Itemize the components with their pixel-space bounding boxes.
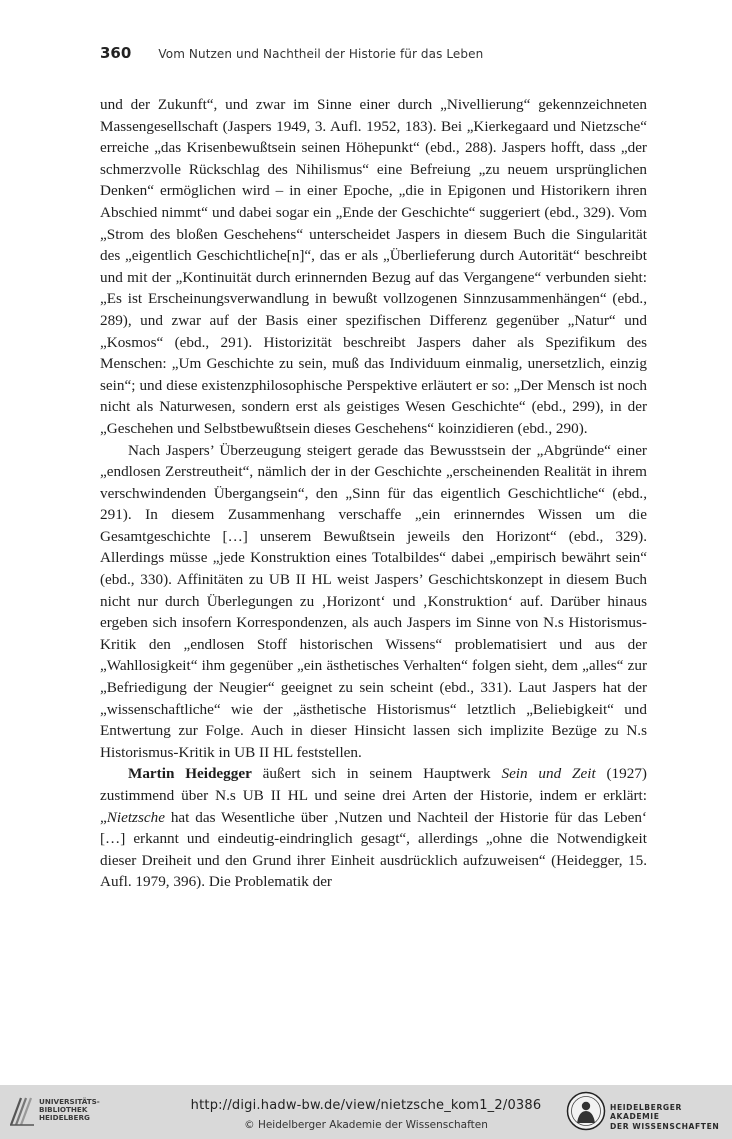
body-text (100, 94, 647, 893)
work-title-sein-und-zeit: Sein und Zeit (501, 765, 596, 783)
academy-seal-icon (566, 1091, 606, 1131)
page-number: 360 (100, 44, 132, 62)
paragraph-1: und der Zukunft“, und zwar im Sinne einer durch „Nivellierung“ gekennzeichneten Massengesellschaft (Jaspers 1949, 3. Aufl. 1952, 183). Bei „Kierkegaard und Nietzsche“ erreiche „das Krisenbewußtsein seinen Höhepunkt“ (ebd., 288). Jaspers hofft, dass „der schmerzvolle Rückschlag des Nihilismus“ eine Befreiung „zu neuem ursprünglichen Denken“ ermöglichen wird – in einer Epoche, „die in Epigonen und Historikern ihren Abschied nimmt“ und dabei sogar ein „Ende der Geschichte“ suggeriert (ebd., 329). Vom „Strom des bloßen Geschehens“ unterscheidet Jaspers in diesem Buch die Singularität des „eigentlich Geschichtliche[n]“, das er als „Überlieferung durch Autorität“ beschreibt und mit der „Kontinuität durch erinnernden Bezug auf das Vergangene“ verbunden sieht: „Es ist Erscheinungsverwandlung in bewußt vollzogenen Sinnzusammenhängen“ (ebd., 289), und zwar auf der Basis einer spezifischen Differenz gegenüber „Natur“ und „Kosmos“ (ebd., 291). Historizität beschreibt Jaspers daher als Spezifikum des Menschen: „Um Geschichte zu sein, muß das Individuum einmalig, unersetzlich, einzig sein“; und diese existenzphilosophische Perspektive erläutert er so: „Der Mensch ist noch nicht als Naturwesen, sondern erst als geistiges Wesen Geschichte“ (ebd., 299), in der „Geschehen und Selbstbewußtsein dieses Geschehens“ koinzidieren (ebd., 290). (100, 96, 647, 437)
emphasis-nietzsche: Nietzsche (106, 808, 165, 826)
person-name-heidegger: Martin Heidegger (128, 765, 252, 783)
academy-logo-text: HEIDELBERGER AKADEMIE DER WISSENSCHAFTEN (610, 1103, 720, 1131)
paragraph-3-text-c: hat das Wesentliche über ‚Nutzen und Nachteil der Historie für das Leben‘ […] erkannt und eindeutig-eindringlich gesagt“, allerdings „ohne die Notwendigkeit dieser Dreiheit und den Grund ihrer Einheit ausdrücklich aufzuweisen“ (Heidegger, 15. Aufl. 1979, 396). Die Problematik der (100, 808, 647, 891)
paragraph-3-text-a: äußert sich in seinem Hauptwerk (251, 765, 502, 783)
copyright-notice: © Heidelberger Akademie der Wissenschaften (244, 1119, 488, 1131)
academy-logo[interactable] (566, 1091, 726, 1133)
document-url-link[interactable]: http://digi.hadw-bw.de/view/nietzsche_kom1_2/0386 (190, 1098, 542, 1113)
running-header (100, 43, 660, 65)
digital-footer (0, 1085, 732, 1139)
running-title: Vom Nutzen und Nachtheil der Historie für das Leben (158, 47, 484, 61)
library-logo-text: UNIVERSITÄTS- BIBLIOTHEK HEIDELBERG (39, 1097, 100, 1123)
paragraph-3 (100, 763, 647, 893)
paragraph-3-text-b: (1927) zustimmend über N.s UB II HL und seine drei Arten der Historie, indem er erklärt: „ (100, 765, 647, 826)
paragraph-2: Nach Jaspers’ Überzeugung steigert gerade das Bewusstsein der „Abgründe“ einer „endlosen Zerstreutheit“, nämlich der in der Geschichte „erscheinenden Realität in ihrem verschwindenden Übergangsein“, den „Sinn für das eigentlich Geschichtliche“ (ebd., 291). In diesem Zusammenhang verschaffe „ein erinnerndes Wissen um die Gesamtgeschichte […] unserem Bewußtsein jeweils den Horizont“ (ebd., 329). Allerdings müsse „jede Konstruktion eines Totalbildes“ dabei „empirisch bewährt sein“ (ebd., 330). Affinitäten zu UB II HL weist Jaspers’ Geschichtskonzept in diesem Buch nicht nur durch Überlegungen zu ‚Horizont‘ und ‚Konstruktion‘ auf. Darüber hinaus ergeben sich insofern Korrespondenzen, als auch Jaspers im Sinne von N.s Historismus-Kritik den „endlosen Stoff historischen Wissens“ problematisiert und aus der „Wahllosigkeit“ ihm gegenüber „ein ästhetisches Verhalten“ folgen sieht, dem „alles“ zur „Befriedigung der Neugier“ geeignet zu sein scheint (ebd., 331). Laut Jaspers hat der „wissenschaftliche“ wie der „ästhetische Historismus“ letztlich „Beliebigkeit“ und Entwertung zur Folge. Auch in dieser Hinsicht lassen sich implizite Bezüge zu N.s Historismus-Kritik in UB II HL feststellen. (100, 441, 647, 761)
